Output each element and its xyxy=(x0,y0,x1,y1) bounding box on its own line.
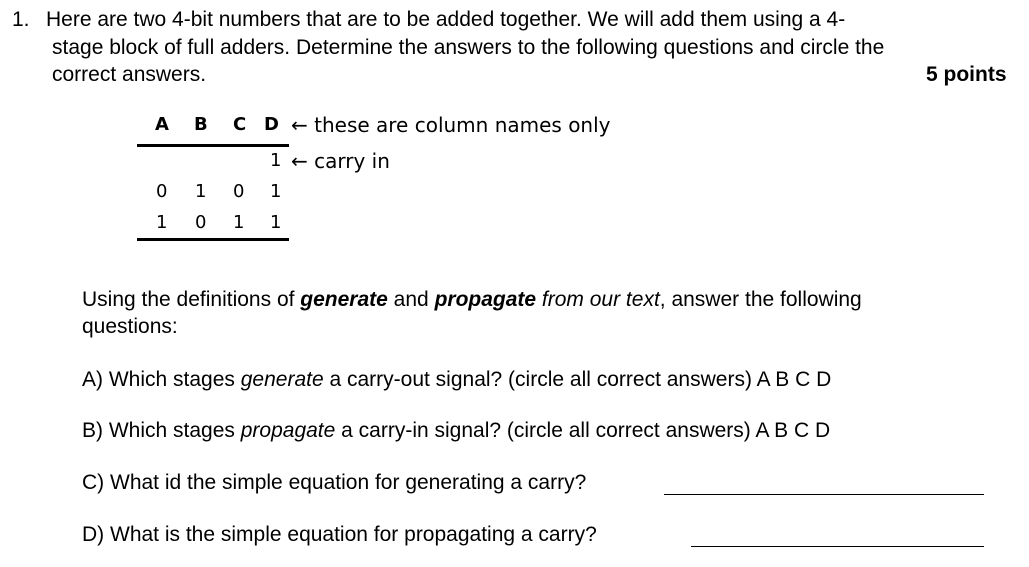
row1-cell-b: 1 xyxy=(195,181,207,202)
row2-cell-c: 1 xyxy=(233,212,245,233)
intro-part-2: , answer the following xyxy=(659,288,862,311)
question-a xyxy=(82,368,831,392)
header-rule xyxy=(137,144,289,147)
question-a-em: generate xyxy=(240,368,324,391)
question-b-pre: B) Which stages xyxy=(82,419,241,442)
column-header-b: B xyxy=(194,114,208,135)
sum-rule xyxy=(137,238,289,241)
answer-blank-c[interactable] xyxy=(664,494,984,495)
column-header-a: A xyxy=(155,114,169,135)
row2-cell-d: 1 xyxy=(270,212,282,233)
term-generate: generate xyxy=(300,288,388,311)
term-propagate: propagate xyxy=(434,288,537,311)
question-line-3: correct answers. xyxy=(52,63,207,86)
column-header-d: D xyxy=(264,114,279,135)
intro-part-1: Using the definitions of xyxy=(82,288,301,311)
carry-in-note: ← carry in xyxy=(291,149,390,173)
row2-cell-b: 0 xyxy=(195,212,207,233)
answer-blank-d[interactable] xyxy=(691,546,984,547)
row2-cell-a: 1 xyxy=(156,212,168,233)
intro-and: and xyxy=(387,288,435,311)
question-b xyxy=(82,419,830,443)
question-line-2: stage block of full adders. Determine the answers to the following questions and circle the xyxy=(52,36,885,59)
column-header-c: C xyxy=(233,114,247,135)
question-a-post: a carry-out signal? (circle all correct answers) A B C D xyxy=(323,368,832,391)
question-c: C) What id the simple equation for generating a carry? xyxy=(82,471,587,494)
question-b-em: propagate xyxy=(240,419,336,442)
points-label: 5 points xyxy=(926,63,1007,86)
question-line-1: Here are two 4-bit numbers that are to be added together. We will add them using a 4- xyxy=(46,8,846,31)
question-a-pre: A) Which stages xyxy=(82,368,241,391)
question-b-post: a carry-in signal? (circle all correct answers) A B C D xyxy=(335,419,831,442)
carry-in-value: 1 xyxy=(270,150,282,171)
row1-cell-d: 1 xyxy=(270,181,282,202)
intro-line-1 xyxy=(82,288,862,312)
question-d: D) What is the simple equation for propagating a carry? xyxy=(82,523,597,546)
question-number: 1. xyxy=(12,8,30,31)
intro-from-text: from our text xyxy=(536,288,660,311)
intro-line-2: questions: xyxy=(82,315,178,338)
column-names-note: ← these are column names only xyxy=(291,113,611,137)
row1-cell-c: 0 xyxy=(233,181,245,202)
row1-cell-a: 0 xyxy=(156,181,168,202)
